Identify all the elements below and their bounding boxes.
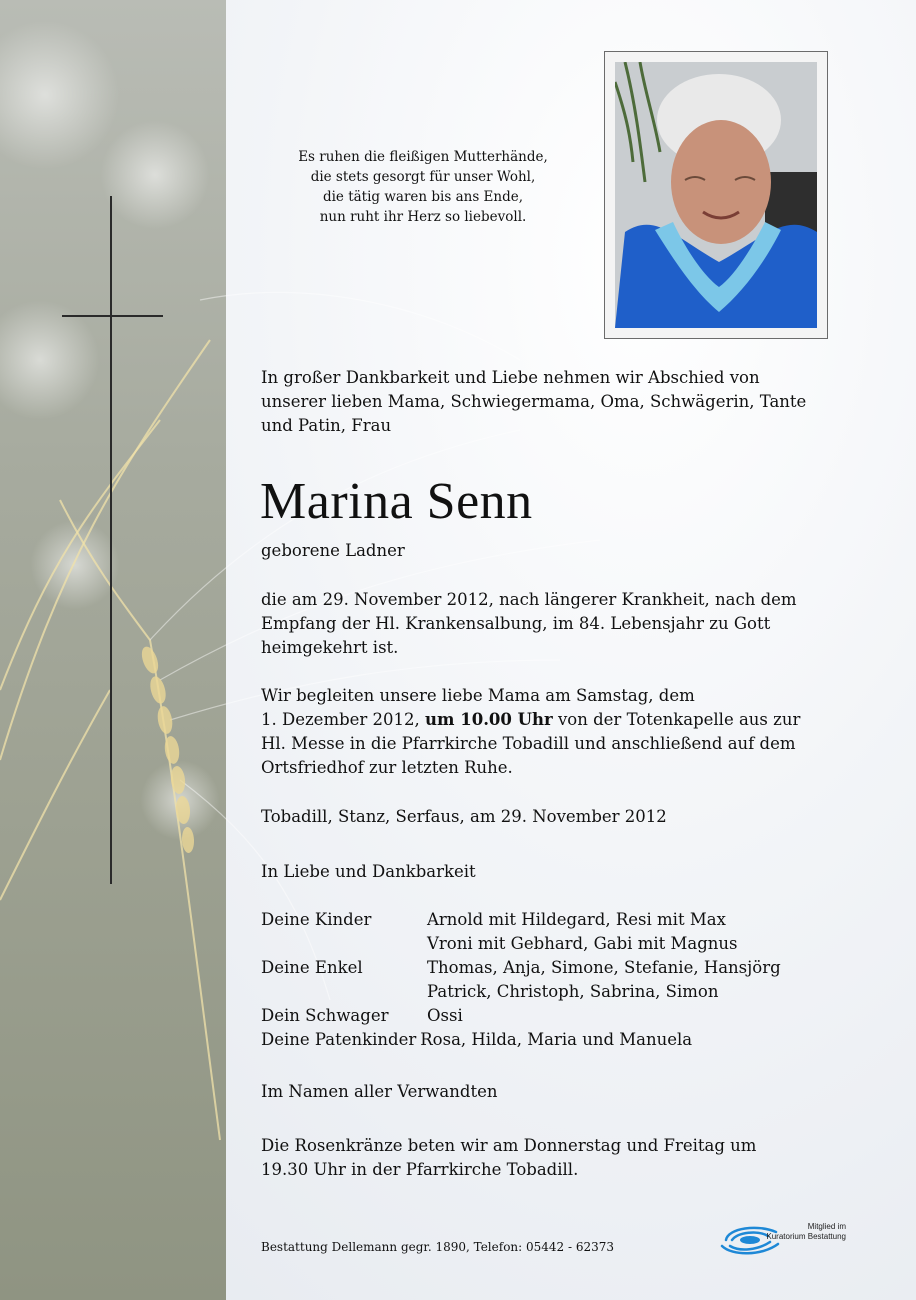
family-relation-label: Deine Patenkinder xyxy=(261,1030,417,1049)
intro-line: unserer lieben Mama, Schwiegermama, Oma, Schwägerin, Tante xyxy=(261,392,807,411)
closing-phrase: In Liebe und Dankbarkeit xyxy=(261,862,476,881)
family-relation-label: Deine Kinder xyxy=(261,910,372,929)
intro-line: und Patin, Frau xyxy=(261,416,392,435)
rosary-paragraph xyxy=(261,1134,756,1182)
intro-line: In großer Dankbarkeit und Liebe nehmen wir Abschied von xyxy=(261,368,760,387)
death-notice-line: heimgekehrt ist. xyxy=(261,638,399,657)
logo-caption xyxy=(766,1222,846,1242)
birth-name: geborene Ladner xyxy=(261,541,405,560)
family-members: Ossi xyxy=(427,1006,463,1025)
decorative-left-band xyxy=(0,0,226,1300)
funeral-time: um 10.00 Uhr xyxy=(425,710,553,729)
poem-line: nun ruht ihr Herz so liebevoll. xyxy=(319,209,527,225)
memorial-poem xyxy=(262,147,584,227)
family-row xyxy=(261,1004,781,1028)
family-row xyxy=(261,956,781,980)
family-members: Arnold mit Hildegard, Resi mit Max xyxy=(427,910,726,929)
family-row xyxy=(261,1028,781,1052)
funeral-line: Hl. Messe in die Pfarrkirche Tobadill und anschließend auf dem xyxy=(261,734,796,753)
logo-caption-line: Kuratorium Bestattung xyxy=(766,1232,846,1241)
portrait-frame xyxy=(604,51,828,339)
place-and-date: Tobadill, Stanz, Serfaus, am 29. November 2012 xyxy=(261,807,667,826)
family-members: Patrick, Christoph, Sabrina, Simon xyxy=(427,982,719,1001)
undertaker-info: Bestattung Dellemann gegr. 1890, Telefon: 05442 - 62373 xyxy=(261,1240,615,1254)
family-relation-label xyxy=(261,980,427,1004)
family-relation-label xyxy=(261,932,427,956)
portrait-photo xyxy=(615,62,817,328)
deceased-name: Marina Senn xyxy=(260,473,533,530)
family-row xyxy=(261,980,781,1004)
intro-paragraph xyxy=(261,366,806,438)
cross-horizontal-bar xyxy=(62,315,163,317)
family-row xyxy=(261,908,781,932)
family-list xyxy=(261,908,781,1052)
logo-caption-line: Mitglied im xyxy=(807,1222,846,1231)
family-row xyxy=(261,932,781,956)
death-notice-paragraph xyxy=(261,588,797,660)
cross-vertical-bar xyxy=(110,196,112,884)
death-notice-line: Empfang der Hl. Krankensalbung, im 84. Lebensjahr zu Gott xyxy=(261,614,771,633)
funeral-line: Wir begleiten unsere liebe Mama am Samstag, dem xyxy=(261,686,695,705)
family-relation-label: Dein Schwager xyxy=(261,1006,389,1025)
funeral-date: 1. Dezember 2012, xyxy=(261,710,426,729)
funeral-line: Ortsfriedhof zur letzten Ruhe. xyxy=(261,758,513,777)
funeral-location: von der Totenkapelle aus zur xyxy=(552,710,801,729)
rosary-line: Die Rosenkränze beten wir am Donnerstag und Freitag um xyxy=(261,1136,757,1155)
poem-line: die tätig waren bis ans Ende, xyxy=(322,189,524,205)
funeral-paragraph xyxy=(261,684,800,780)
funeral-line xyxy=(261,708,800,732)
family-members: Thomas, Anja, Simone, Stefanie, Hansjörg xyxy=(427,958,781,977)
poem-line: Es ruhen die fleißigen Mutterhände, xyxy=(298,149,548,165)
rosary-line: 19.30 Uhr in der Pfarrkirche Tobadill. xyxy=(261,1160,579,1179)
poem-line: die stets gesorgt für unser Wohl, xyxy=(310,169,536,185)
relatives-note: Im Namen aller Verwandten xyxy=(261,1082,498,1101)
family-relation-label: Deine Enkel xyxy=(261,958,363,977)
family-members: Vroni mit Gebhard, Gabi mit Magnus xyxy=(427,934,738,953)
family-members: Rosa, Hilda, Maria und Manuela xyxy=(420,1030,693,1049)
death-notice-line: die am 29. November 2012, nach längerer Krankheit, nach dem xyxy=(261,590,797,609)
